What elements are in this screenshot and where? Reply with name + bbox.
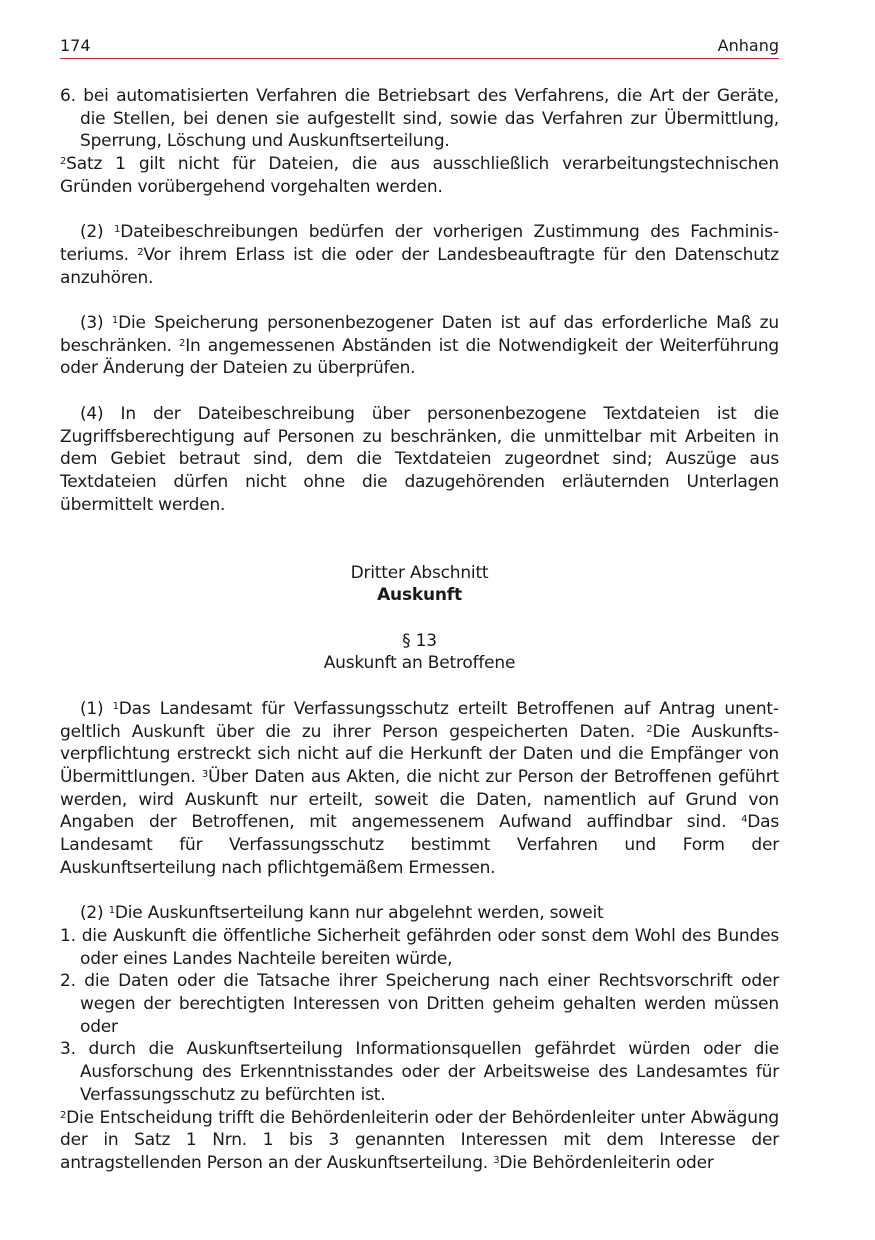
page-body [60,85,779,1175]
list-item: 3. durch die Auskunftserteilung Informationsquellen gefährdet würden oder die Ausforschung des Erkenntnisstandes oder der Arbeitsweise des Landesamtes für Verfassungsschutz zu befürchten ist. [60,1039,779,1105]
list-item: 6. bei automatisierten Verfahren die Betriebsart des Verfahrens, die Art der Geräte, die Stellen, bei denen sie aufgestellt sind, sowie das Verfahren zur Übermittlung, Sperrung, Löschung und Auskunftserteilung. [60,86,779,152]
body-paragraph: $^2$Satz 1 gilt nicht für Dateien, die aus ausschließlich verarbeitungstechnischen Gründen vorübergehend vorgehalten werden. [60,154,779,197]
page-number: 174 [60,36,91,55]
paragraph-title: Auskunft an Betroffene [323,653,516,674]
list-item: 1. die Auskunft die öffentliche Sicherheit gefährden oder sonst dem Wohl des Bundes oder eines Landes Nachteile bereiten würde, [60,925,779,969]
paragraph-number: § 13 [402,630,437,651]
body-paragraph: (2) $^1$Die Auskunftserteilung kann nur abgelehnt werden, soweit [80,903,604,924]
body-paragraph: (4) In der Dateibeschreibung über personenbezogene Textdateien ist die Zugriffsberechtigung auf Personen zu beschränken, die unmittelbar mit Arbeiten in dem Gebiet betraut sind, dem die Textdateien zugeordnet sind; Auszüge aus Textdateien dürfen nicht ohne die dazugehörenden erläuternden Unterlagen übermittelt werden. [60,403,779,515]
header-section-title: Anhang [717,36,779,55]
body-paragraph: (1) $^1$Das Landesamt für Verfassungsschutz erteilt Betroffenen auf Antrag unentgeltlich Auskunft über die zu ihrer Person gespeicherten Daten. $^2$Die Auskunftsverpflichtung erstreckt sich nicht auf die Herkunft der Daten und die Empfänger von Übermittlungen. $^3$Über Daten aus Akten, die nicht zur Person der Betroffenen geführt werden, wird Auskunft nur erteilt, soweit die Daten, namentlich auf Grund von Angaben der Betroffenen, mit angemessenem Aufwand auffindbar sind. $^4$Das Landesamt für Verfassungsschutz bestimmt Verfahren und Form der Auskunftserteilung nach pflichtgemäßem Ermessen. [60,698,779,878]
body-paragraph: (2) $^1$Dateibeschreibungen bedürfen der vorherigen Zustimmung des Fachministeriums. $^2$Vor ihrem Erlass ist die oder der Landesbeauftragte für den Datenschutz anzuhören. [60,222,779,288]
section-label: Dritter Abschnitt [350,562,489,583]
body-paragraph: $^2$Die Entscheidung trifft die Behördenleiterin oder der Behördenleiter unter Abwägung der in Satz 1 Nrn. 1 bis 3 genannten Interessen mit dem Interesse der antragstellenden Person an der Auskunftserteilung. $^3$Die Behördenleiterin oder [60,1107,779,1173]
body-paragraph: (3) $^1$Die Speicherung personenbezogener Daten ist auf das erforderliche Maß zu beschränken. $^2$In angemessenen Abständen ist die Notwendigkeit der Weiterführung oder Änderung der Dateien zu überprüfen. [60,313,779,379]
list-item: 2. die Daten oder die Tatsache ihrer Speicherung nach einer Rechtsvorschrift oder wegen der berechtigten Interessen von Dritten geheim gehalten werden müssen oder [60,971,779,1037]
page-header [60,36,779,59]
section-title: Auskunft [377,585,462,606]
